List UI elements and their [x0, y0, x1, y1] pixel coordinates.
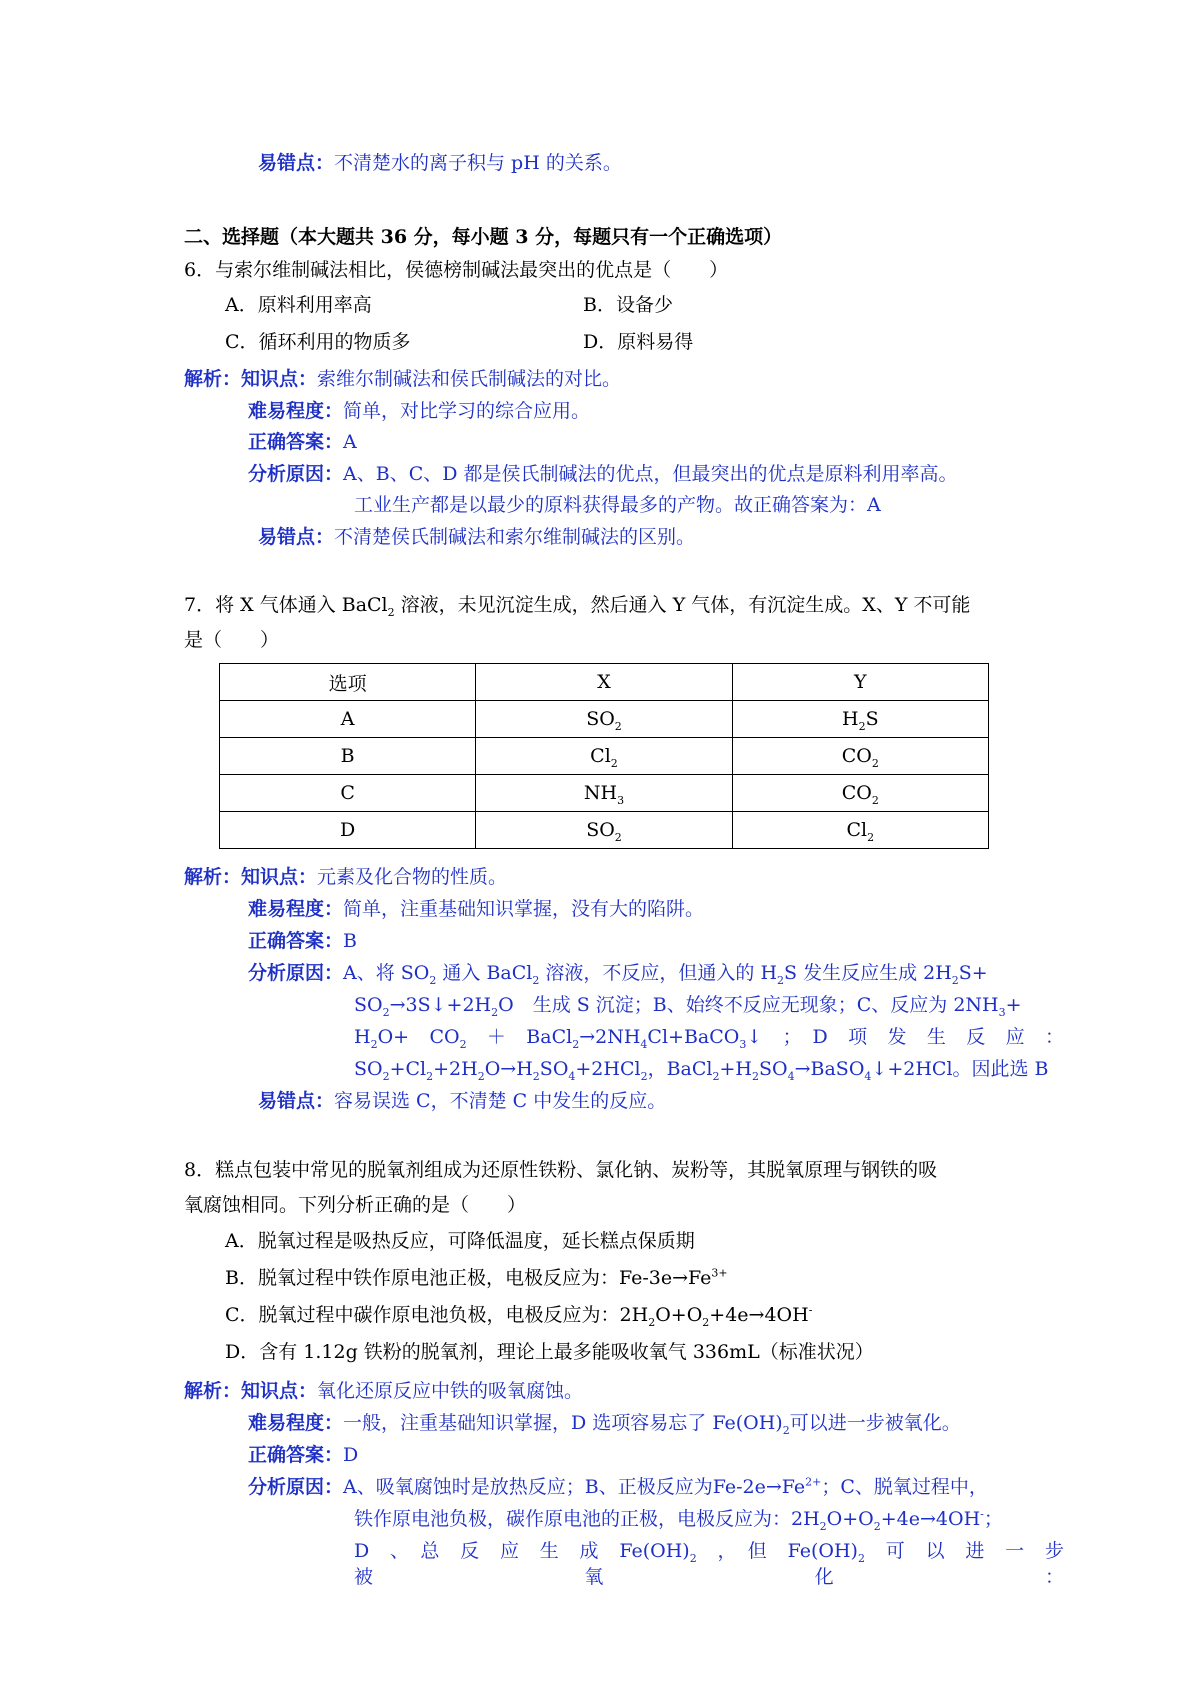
answer-label: 正确答案：	[248, 431, 344, 453]
difficulty-label: 难易程度：	[248, 898, 344, 920]
table-cell: $SO_2$	[476, 812, 732, 849]
table-cell: $CO_2$	[732, 738, 988, 775]
table-cell: $NH_3$	[476, 775, 732, 812]
table-cell: B	[220, 738, 476, 775]
q6-pitfall	[258, 524, 695, 550]
q6-knowledge	[184, 366, 621, 392]
answer-text: A	[343, 431, 357, 453]
option-b-text: B．脱氧过程中铁作原电池正极，电极反应为：Fe-3e→Fe	[225, 1267, 712, 1289]
table-header-cell: Y	[732, 664, 988, 701]
q8-knowledge	[184, 1378, 583, 1404]
knowledge-text: 索维尔制碱法和侯氏制碱法的对比。	[317, 368, 622, 390]
q7-reason-line-4: $SO_2+Cl_2+2H_2O\to H_2SO_4+2HCl_2$，$BaCl_2+H_2SO_4\to BaSO_4↓+2HCl$。因此选 B	[354, 1058, 1049, 1083]
q7-stem-part-a: 7．将 X 气体通入 BaCl	[184, 594, 388, 616]
pitfall-text: 容易误选 C，不清楚 C 中发生的反应。	[334, 1090, 667, 1112]
knowledge-text: 元素及化合物的性质。	[317, 866, 508, 888]
table-cell: $SO_2$	[476, 701, 732, 738]
pitfall-text: 不清楚侯氏制碱法和索尔维制碱法的区别。	[334, 526, 696, 548]
table-cell: $H_2S$	[732, 701, 988, 738]
section-heading: 二、选择题（本大题共 36 分，每小题 3 分，每题只有一个正确选项）	[184, 226, 783, 248]
difficulty-text: 简单，注重基础知识掌握，没有大的陷阱。	[343, 898, 705, 920]
answer-label: 正确答案：	[248, 1444, 344, 1466]
knowledge-label: 知识点：	[241, 866, 318, 888]
q6-stem: 6．与索尔维制碱法相比，侯德榜制碱法最突出的优点是（ ）	[184, 259, 729, 281]
knowledge-label: 知识点：	[241, 1380, 318, 1402]
q6-option-b: B．设备少	[583, 294, 673, 316]
table-header-cell: X	[476, 664, 732, 701]
q8-answer	[248, 1442, 358, 1468]
reason-text-1: A、B、C、D 都是侯氏制碱法的优点，但最突出的优点是原料利用率高。	[343, 463, 958, 485]
q8-reason-line-2: 铁作原电池负极，碳作原电池的正极，电极反应为：$2H_2O+O_2+4e\to 4OH^-$；	[354, 1507, 1003, 1533]
q7-knowledge	[184, 864, 507, 890]
pitfall-label: 易错点：	[258, 152, 335, 174]
difficulty-label: 难易程度：	[248, 1412, 344, 1434]
table-header-cell: 选项	[220, 664, 476, 701]
reason-text-1: A、将 $SO_2$ 通入 BaCl$_2$ 溶液，不反应，但通入的 $H_2S$ 发生反应生成 $2H_2S+$	[343, 962, 988, 987]
reason-label: 分析原因：	[248, 962, 344, 984]
table-row	[220, 701, 989, 738]
q6-option-d: D．原料易得	[583, 331, 694, 353]
knowledge-text: 氧化还原反应中铁的吸氧腐蚀。	[317, 1380, 584, 1402]
q8-option-b: B．脱氧过程中铁作原电池正极，电极反应为：$Fe-3e\to Fe^{3+}$	[225, 1266, 728, 1289]
q7-pitfall	[258, 1088, 666, 1114]
table-cell: $CO_2$	[732, 775, 988, 812]
analysis-label: 解析：	[184, 1380, 242, 1402]
q6-answer	[248, 429, 357, 455]
q8-stem-line-1: 8．糕点包装中常见的脱氧剂组成为还原性铁粉、氯化钠、炭粉等，其脱氧原理与钢铁的吸	[184, 1159, 938, 1181]
q7-answer	[248, 928, 357, 954]
q8-option-c: C．脱氧过程中碳作原电池负极，电极反应为：$2H_2O+O_2+4e\to 4OH^-$	[225, 1303, 813, 1329]
q8-stem-line-2: 氧腐蚀相同。下列分析正确的是（ ）	[184, 1194, 527, 1216]
q6-reason-cont: 工业生产都是以最少的原料获得最多的产物。故正确答案为：A	[354, 494, 881, 516]
pitfall-text: 不清楚水的离子积与 pH 的关系。	[334, 152, 622, 174]
difficulty-text-b: 可以进一步被氧化。	[789, 1412, 961, 1434]
table-cell: C	[220, 775, 476, 812]
q7-stem-part-b: 溶液，未见沉淀生成，然后通入 Y 气体，有沉淀生成。X、Y 不可能	[394, 594, 971, 616]
reason-text-1: A、吸氧腐蚀时是放热反应；B、正极反应为$Fe-2e\to Fe^{2+}$；C、脱氧过程中，	[343, 1475, 988, 1498]
answer-text: B	[343, 930, 357, 952]
q6-reason	[248, 461, 958, 487]
q7-reason-line-3: $H_2O+$ $CO_2$ ＋ $BaCl_2\to 2NH_4Cl+BaCO_3↓$ ； D 项 发 生 反 应 ：	[354, 1026, 1064, 1051]
q7-options-table	[219, 663, 989, 849]
analysis-label: 解析：	[184, 866, 242, 888]
q7-difficulty	[248, 896, 704, 922]
analysis-label: 解析：	[184, 368, 242, 390]
table-cell: $Cl_2$	[732, 812, 988, 849]
difficulty-text-a: 一般，注重基础知识掌握，D 选项容易忘了 Fe(OH)	[343, 1412, 783, 1434]
reason-label: 分析原因：	[248, 1476, 344, 1498]
q7-reason	[248, 960, 988, 986]
q5-pitfall	[258, 150, 622, 176]
reason-label: 分析原因：	[248, 463, 344, 485]
q6-difficulty	[248, 398, 590, 424]
table-cell: $Cl_2$	[476, 738, 732, 775]
q8-reason-line-3: D 、 总 反 应 生 成 $Fe(OH)_2$ ， 但 $Fe(OH)_2$ 可 以 进 一 步 被 氧 化 ：	[354, 1540, 1083, 1588]
q6-option-a: A．原料利用率高	[225, 294, 372, 316]
difficulty-text: 简单，对比学习的综合应用。	[343, 400, 591, 422]
q8-difficulty: 难易程度：一般，注重基础知识掌握，D 选项容易忘了 $Fe(OH)_2$可以进一步被氧化。	[248, 1412, 961, 1437]
q7-reason-line-2: $SO_2\to 3S↓+2H_2O$ 生成 S 沉淀；B、始终不反应无现象；C、反应为 $2NH_3+$	[354, 994, 1022, 1019]
answer-text: D	[343, 1444, 359, 1466]
pitfall-label: 易错点：	[258, 526, 335, 548]
table-header-row	[220, 664, 989, 701]
answer-label: 正确答案：	[248, 930, 344, 952]
q6-option-c: C．循环利用的物质多	[225, 331, 411, 353]
pitfall-label: 易错点：	[258, 1090, 335, 1112]
q7-stem-line-2: 是（ ）	[184, 629, 280, 651]
table-cell: A	[220, 701, 476, 738]
knowledge-label: 知识点：	[241, 368, 318, 390]
q8-reason	[248, 1474, 988, 1500]
q7-stem-line-1: 7．将 X 气体通入 BaCl$_2$ 溶液，未见沉淀生成，然后通入 Y 气体，有沉淀生成。X、Y 不可能	[184, 594, 971, 619]
difficulty-label: 难易程度：	[248, 400, 344, 422]
option-c-text: C．脱氧过程中碳作原电池负极，电极反应为：2H	[225, 1304, 649, 1326]
table-row	[220, 775, 989, 812]
table-row	[220, 738, 989, 775]
table-row	[220, 812, 989, 849]
table-cell: D	[220, 812, 476, 849]
q8-option-d: D．含有 1.12g 铁粉的脱氧剂，理论上最多能吸收氧气 336mL（标准状况）	[225, 1341, 874, 1363]
q8-option-a: A．脱氧过程是吸热反应，可降低温度，延长糕点保质期	[225, 1230, 695, 1252]
